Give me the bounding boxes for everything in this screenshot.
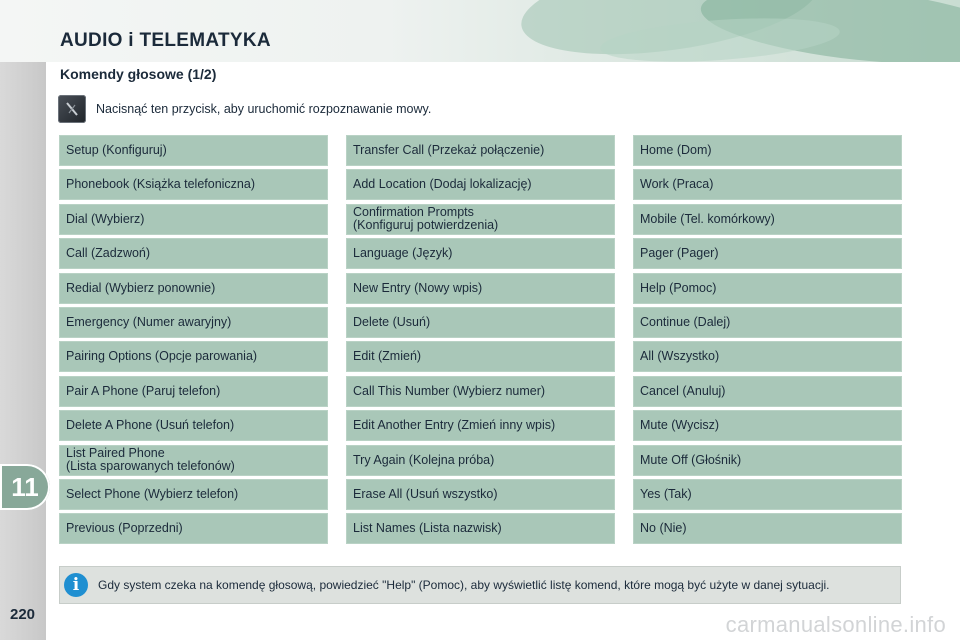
command-cell	[633, 238, 902, 269]
command-cell	[59, 169, 328, 200]
command-cell	[59, 238, 328, 269]
command-cell	[633, 307, 902, 338]
command-cell	[59, 273, 328, 304]
command-label: Setup (Konfiguruj)	[66, 143, 167, 157]
command-cell	[633, 513, 902, 544]
command-label: Phonebook (Książka telefoniczna)	[66, 177, 256, 192]
command-label: Language (Język)	[353, 246, 453, 261]
chapter-tab: 11	[0, 464, 50, 510]
command-cell	[346, 169, 615, 200]
command-label: Continue (Dalej)	[640, 314, 731, 329]
command-label: Delete A Phone (Usuń telefon)	[66, 418, 235, 433]
command-label: Cancel (Anuluj)	[640, 383, 726, 398]
command-label: Pair A Phone (Paruj telefon)	[66, 383, 221, 398]
command-label: No (Nie)	[640, 521, 687, 536]
command-cell	[59, 376, 328, 407]
command-cell	[633, 479, 902, 510]
command-label: Pager (Pager)	[640, 246, 719, 261]
command-label: Erase All (Usuń wszystko)	[353, 486, 498, 501]
command-label: Mute Off (Głośnik)	[640, 452, 742, 467]
command-cell	[59, 513, 328, 544]
command-cell	[59, 135, 328, 166]
command-cell	[633, 445, 902, 476]
intro-row	[58, 95, 431, 123]
command-cell	[633, 135, 902, 166]
command-label: All (Wszystko)	[640, 349, 720, 364]
command-cell	[633, 410, 902, 441]
command-label: Select Phone (Wybierz telefon)	[66, 486, 239, 501]
command-label: Yes (Tak)	[640, 486, 692, 501]
header-band	[0, 0, 960, 62]
command-label: Previous (Poprzedni)	[66, 521, 183, 536]
command-label: Work (Praca)	[640, 177, 714, 192]
command-label: Home (Dom)	[640, 143, 712, 157]
info-text: Gdy system czeka na komendę głosową, powiedzieć "Help" (Pomoc), aby wyświetlić listę komend, które mogą być użyte w danej sytuacji.	[98, 577, 830, 592]
voice-button-icon	[58, 95, 86, 123]
command-label: Try Again (Kolejna próba)	[353, 452, 495, 467]
command-cell	[346, 307, 615, 338]
intro-text: Nacisnąć ten przycisk, aby uruchomić rozpoznawanie mowy.	[96, 102, 432, 116]
command-label: List Paired Phone (Lista sparowanych telefonów)	[66, 446, 235, 474]
command-cell	[346, 273, 615, 304]
command-label: Redial (Wybierz ponownie)	[66, 280, 216, 295]
commands-grid	[59, 135, 902, 544]
command-cell	[346, 479, 615, 510]
command-label: Add Location (Dodaj lokalizację)	[353, 177, 532, 192]
command-label: New Entry (Nowy wpis)	[353, 280, 483, 295]
voice-button-glyph	[63, 100, 81, 118]
command-label: Edit (Zmień)	[353, 349, 422, 364]
command-cell	[346, 238, 615, 269]
command-cell	[59, 410, 328, 441]
command-cell	[346, 341, 615, 372]
command-label: Confirmation Prompts (Konfiguruj potwierdzenia)	[353, 205, 499, 233]
command-cell	[346, 204, 615, 235]
command-cell	[59, 341, 328, 372]
command-cell	[633, 169, 902, 200]
command-cell	[59, 445, 328, 476]
command-label: Help (Pomoc)	[640, 280, 717, 295]
command-label: Call This Number (Wybierz numer)	[353, 383, 546, 398]
command-label: List Names (Lista nazwisk)	[353, 521, 502, 536]
command-label: Delete (Usuń)	[353, 314, 431, 329]
command-cell	[346, 410, 615, 441]
command-label: Transfer Call (Przekaż połączenie)	[353, 143, 545, 157]
command-label: Mobile (Tel. komórkowy)	[640, 211, 775, 226]
command-cell	[346, 445, 615, 476]
info-icon: i	[64, 573, 88, 597]
info-box	[59, 566, 901, 604]
command-label: Dial (Wybierz)	[66, 211, 145, 226]
command-cell	[633, 273, 902, 304]
left-gutter	[0, 62, 46, 640]
command-cell	[633, 204, 902, 235]
command-label: Call (Zadzwoń)	[66, 246, 151, 261]
page-title: AUDIO i TELEMATYKA	[60, 30, 271, 51]
command-label: Pairing Options (Opcje parowania)	[66, 349, 258, 364]
command-cell	[59, 307, 328, 338]
command-cell	[346, 513, 615, 544]
command-cell	[59, 204, 328, 235]
command-cell	[346, 376, 615, 407]
page-number: 220	[10, 606, 36, 623]
watermark: carmanualsonline.info	[725, 612, 946, 637]
section-title: Komendy głosowe (1/2)	[60, 66, 217, 82]
command-label: Emergency (Numer awaryjny)	[66, 314, 232, 329]
command-cell	[633, 341, 902, 372]
command-cell	[633, 376, 902, 407]
command-label: Edit Another Entry (Zmień inny wpis)	[353, 418, 556, 433]
command-cell	[59, 479, 328, 510]
command-cell	[346, 135, 615, 166]
command-label: Mute (Wycisz)	[640, 418, 720, 433]
